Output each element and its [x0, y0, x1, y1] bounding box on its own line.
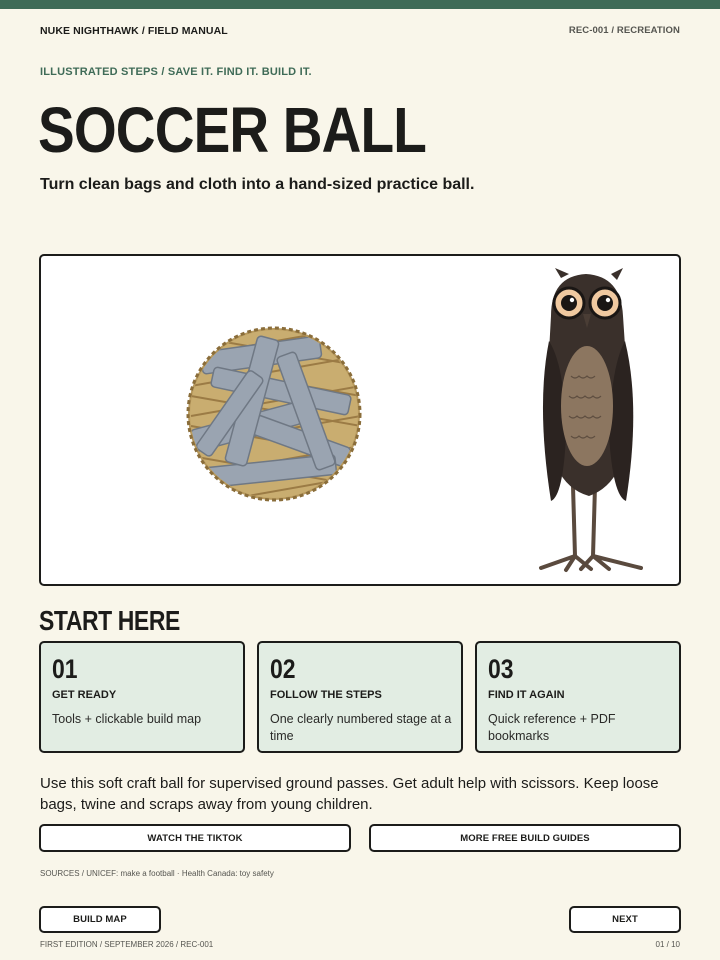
manual-title: NUKE NIGHTHAWK / FIELD MANUAL [40, 25, 228, 37]
card-body: Tools + clickable build map [52, 712, 202, 726]
page-number: 01 / 10 [655, 940, 680, 949]
card-body: One clearly numbered stage at a time [270, 712, 452, 743]
card-number: 02 [270, 654, 296, 684]
card-follow-steps [257, 641, 463, 753]
woven-ball-image [181, 316, 371, 516]
card-number: 01 [52, 654, 78, 684]
safety-note: Use this soft craft ball for supervised ground passes. Get adult help with scissors. Keep loose bags, twine and scraps away from young children. [40, 775, 659, 813]
card-title: FIND IT AGAIN [488, 689, 565, 701]
build-map-button[interactable]: BUILD MAP [39, 906, 161, 933]
section-heading: START HERE [39, 605, 180, 636]
page-title: SOCCER BALL [38, 94, 427, 166]
hero-illustration [39, 254, 681, 586]
card-find-again [475, 641, 681, 753]
page-subtitle: Turn clean bags and cloth into a hand-sized practice ball. [40, 176, 475, 193]
card-body: Quick reference + PDF bookmarks [488, 712, 616, 743]
watch-tiktok-button[interactable]: WATCH THE TIKTOK [39, 824, 351, 852]
sources-line: SOURCES / UNICEF: make a football · Health Canada: toy safety [40, 869, 274, 878]
card-title: FOLLOW THE STEPS [270, 689, 382, 701]
next-button[interactable]: NEXT [569, 906, 681, 933]
more-guides-button[interactable]: MORE FREE BUILD GUIDES [369, 824, 681, 852]
card-get-ready [39, 641, 245, 753]
card-title: GET READY [52, 689, 117, 701]
edition-footer: FIRST EDITION / SEPTEMBER 2026 / REC-001 [40, 940, 214, 949]
owl-mascot-image [541, 268, 641, 570]
section-code: REC-001 / RECREATION [568, 25, 680, 36]
kicker: ILLUSTRATED STEPS / SAVE IT. FIND IT. BUILD IT. [40, 66, 312, 78]
top-accent-bar [0, 0, 720, 9]
card-number: 03 [488, 654, 514, 684]
